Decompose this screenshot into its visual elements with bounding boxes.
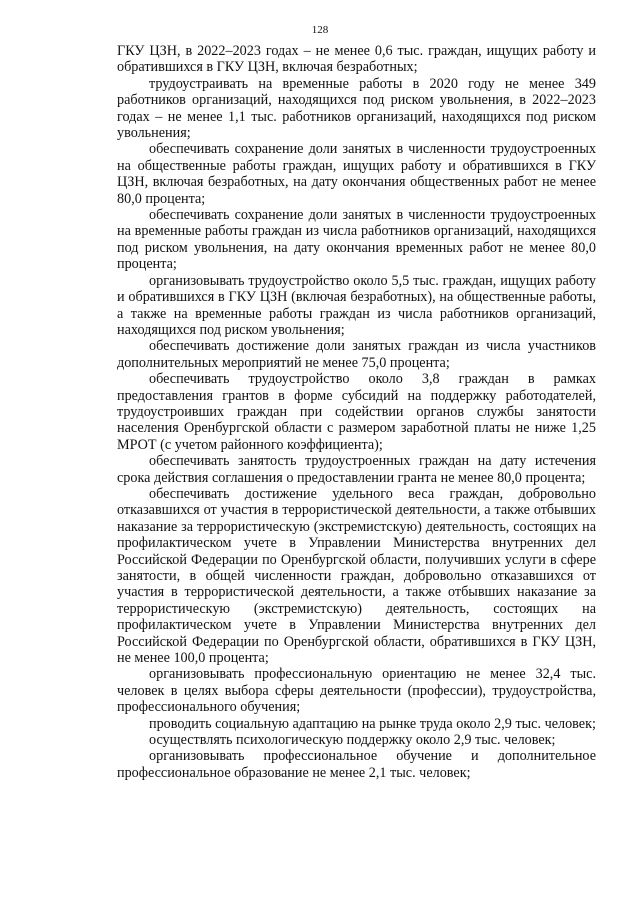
paragraph: обеспечивать сохранение доли занятых в численности трудоустроенных на временные работы граждан из числа работников организаций, находящихся под риском увольнения, на дату окончания временных работ не менее 80,0 процента; bbox=[117, 207, 596, 273]
paragraph: обеспечивать достижение удельного веса граждан, добровольно отказавшихся от участия в террористической деятельности, а также отбывших наказание за террористическую (экстремистскую) деятельность, состоящих на профилактическом учете в Управлении Министерства внутренних дел Российской Федерации по Оренбургской области, получивших услуги в сфере занятости, в общей численности граждан, добровольно отказавшихся от участия в террористической деятельности, а также отбывших наказание за террористическую (экстремистскую) деятельность, состоящих на профилактическом учете в Управлении Министерства внутренних дел Российской Федерации по Оренбургской области, обратившихся в ГКУ ЦЗН, не менее 100,0 процента; bbox=[117, 485, 596, 667]
paragraph: обеспечивать трудоустройство около 3,8 граждан в рамках предоставления грантов в форме субсидий на поддержку работодателей, трудоустроивших граждан при содействии органов службы занятости населения Оренбургской области с размером заработной платы не ниже 1,25 МРОТ (с учетом районного коэффициента); bbox=[117, 371, 596, 453]
paragraph: обеспечивать занятость трудоустроенных граждан на дату истечения срока действия соглашения о предоставлении гранта не менее 80,0 процента; bbox=[117, 453, 596, 486]
page-number: 128 bbox=[311, 24, 329, 36]
paragraph: осуществлять психологическую поддержку около 2,9 тыс. человек; bbox=[149, 732, 556, 749]
paragraph: обеспечивать сохранение доли занятых в численности трудоустроенных на общественные работы граждан, ищущих работу и обратившихся в ГКУ ЦЗН, включая безработных, на дату окончания общественных работ не менее 80,0 процента; bbox=[117, 141, 596, 207]
paragraph: ГКУ ЦЗН, в 2022–2023 годах – не менее 0,6 тыс. граждан, ищущих работу и обратившихся в ГКУ ЦЗН, включая безработных; bbox=[117, 43, 596, 76]
paragraph: проводить социальную адаптацию на рынке труда около 2,9 тыс. человек; bbox=[149, 715, 596, 732]
paragraph: трудоустраивать на временные работы в 2020 году не менее 349 работников организаций, находящихся под риском увольнения, в 2022–2023 годах – не менее 1,1 тыс. работников организаций, находящихся под риском увольнения; bbox=[117, 75, 596, 142]
paragraph: обеспечивать достижение доли занятых граждан из числа участников дополнительных мероприятий не менее 75,0 процента; bbox=[117, 338, 596, 371]
paragraph: организовывать профессиональное обучение и дополнительное профессиональное образование не менее 2,1 тыс. человек; bbox=[117, 748, 596, 781]
paragraph: организовывать трудоустройство около 5,5 тыс. граждан, ищущих работу и обратившихся в ГКУ ЦЗН (включая безработных), на общественные работы, а также на временные работы граждан из числа работников организаций, находящихся под риском увольнения; bbox=[117, 272, 596, 338]
paragraph: организовывать профессиональную ориентацию не менее 32,4 тыс. человек в целях выбора сферы деятельности (профессии), трудоустройства, профессионального обучения; bbox=[117, 666, 596, 716]
document-body bbox=[117, 43, 596, 781]
